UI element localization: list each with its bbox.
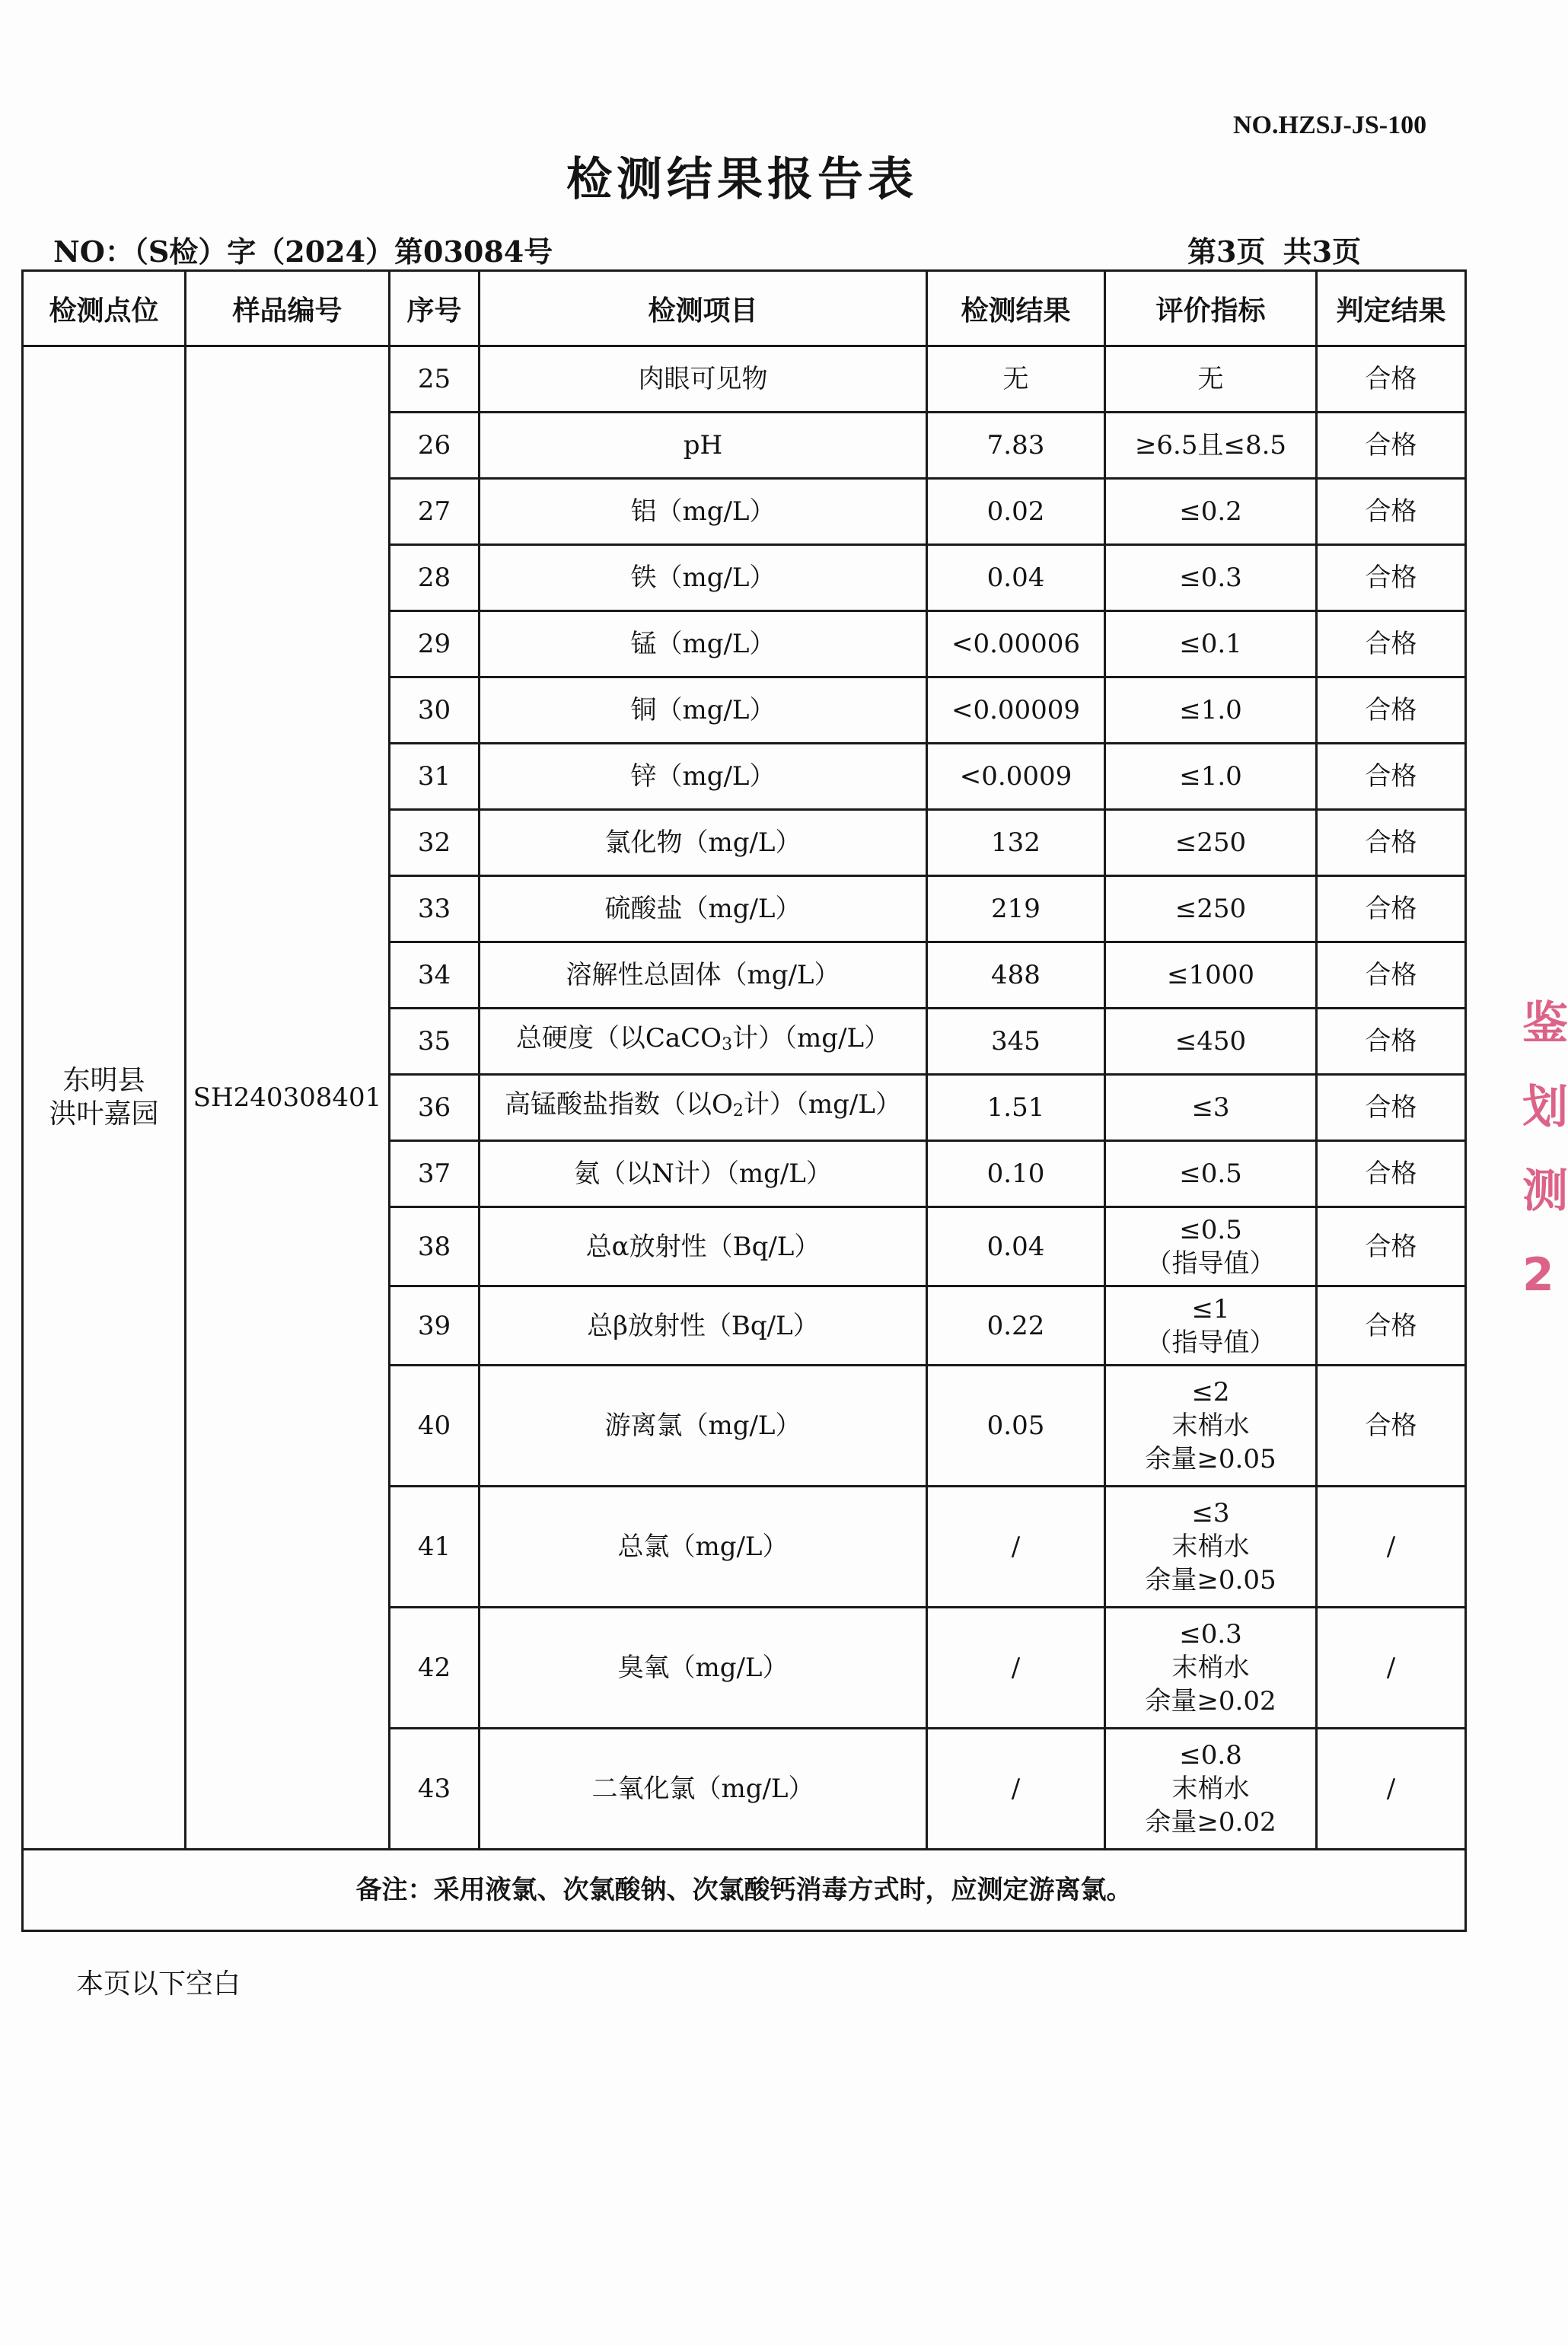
criteria-cell: ≤450 — [1105, 1009, 1317, 1075]
seq-cell: 36 — [390, 1075, 480, 1141]
criteria-cell — [1105, 1608, 1317, 1729]
criteria-cell: 无 — [1105, 346, 1317, 413]
seq-cell: 27 — [390, 479, 480, 545]
sample-no-cell: SH240308401 — [186, 346, 390, 1850]
criteria-cell: ≤250 — [1105, 810, 1317, 876]
verdict-cell: 合格 — [1317, 677, 1466, 744]
criteria-line: 末梢水 — [1171, 1410, 1250, 1441]
table-row — [23, 346, 1466, 413]
verdict-cell: / — [1317, 1608, 1466, 1729]
table-header-row — [23, 271, 1466, 346]
result-cell: / — [927, 1487, 1105, 1608]
result-cell: 0.10 — [927, 1141, 1105, 1207]
item-cell: 总α放射性（Bq/L） — [480, 1207, 927, 1286]
seq-cell: 31 — [390, 744, 480, 810]
result-cell: 无 — [927, 346, 1105, 413]
stamp-char: 测 — [1522, 1165, 1568, 1218]
criteria-line: ≤3 — [1191, 1498, 1230, 1528]
result-cell: 219 — [927, 876, 1105, 942]
criteria-line: 余量≥0.05 — [1145, 1444, 1276, 1474]
verdict-cell: 合格 — [1317, 413, 1466, 479]
item-text: 总硬度（以CaCO — [515, 1022, 722, 1053]
item-cell: 锰（mg/L） — [480, 611, 927, 677]
result-cell: 0.22 — [927, 1286, 1105, 1366]
criteria-cell: ≤0.1 — [1105, 611, 1317, 677]
result-cell: 0.04 — [927, 1207, 1105, 1286]
item-cell — [480, 1009, 927, 1075]
result-cell: 0.05 — [927, 1366, 1105, 1487]
page-info: 第3页 共3页 — [1187, 234, 1362, 269]
stamp-char: 2 — [1522, 1248, 1554, 1302]
criteria-line: 末梢水 — [1171, 1532, 1250, 1562]
item-cell: 硫酸盐（mg/L） — [480, 876, 927, 942]
criteria-line: ≤2 — [1191, 1377, 1230, 1407]
item-cell: 游离氯（mg/L） — [480, 1366, 927, 1487]
header-sample-no: 样品编号 — [186, 271, 390, 346]
verdict-cell: 合格 — [1317, 1207, 1466, 1286]
verdict-cell: 合格 — [1317, 876, 1466, 942]
item-cell: pH — [480, 413, 927, 479]
header-item: 检测项目 — [480, 271, 927, 346]
item-cell — [480, 1075, 927, 1141]
criteria-cell: ≤3 — [1105, 1075, 1317, 1141]
criteria-cell: ≤1.0 — [1105, 744, 1317, 810]
item-text: 计）（mg/L） — [732, 1022, 891, 1053]
item-cell: 溶解性总固体（mg/L） — [480, 942, 927, 1009]
seq-cell: 41 — [390, 1487, 480, 1608]
header-seq: 序号 — [390, 271, 480, 346]
criteria-line: ≤0.8 — [1179, 1740, 1242, 1771]
partial-seal-stamp — [1522, 982, 1568, 1340]
result-cell: <0.0009 — [927, 744, 1105, 810]
header-result: 检测结果 — [927, 271, 1105, 346]
criteria-cell: ≤0.3 — [1105, 545, 1317, 611]
verdict-cell: 合格 — [1317, 1009, 1466, 1075]
item-subscript: 2 — [732, 1101, 744, 1120]
item-cell: 臭氧（mg/L） — [480, 1608, 927, 1729]
seq-cell: 32 — [390, 810, 480, 876]
result-cell: <0.00006 — [927, 611, 1105, 677]
stamp-char: 划 — [1522, 1081, 1568, 1134]
note-cell: 备注：采用液氯、次氯酸钠、次氯酸钙消毒方式时，应测定游离氯。 — [23, 1850, 1466, 1931]
criteria-line: 末梢水 — [1171, 1774, 1250, 1804]
seq-cell: 37 — [390, 1141, 480, 1207]
item-cell: 总β放射性（Bq/L） — [480, 1286, 927, 1366]
seq-cell: 42 — [390, 1608, 480, 1729]
seq-cell: 39 — [390, 1286, 480, 1366]
criteria-line: （指导值） — [1146, 1248, 1276, 1279]
criteria-cell — [1105, 1207, 1317, 1286]
seq-cell: 30 — [390, 677, 480, 744]
verdict-cell: 合格 — [1317, 810, 1466, 876]
blank-page-note: 本页以下空白 — [76, 1968, 241, 2000]
criteria-cell — [1105, 1487, 1317, 1608]
seq-cell: 25 — [390, 346, 480, 413]
seq-cell: 38 — [390, 1207, 480, 1286]
verdict-cell: / — [1317, 1729, 1466, 1850]
seq-cell: 28 — [390, 545, 480, 611]
criteria-cell: ≤1000 — [1105, 942, 1317, 1009]
item-cell: 总氯（mg/L） — [480, 1487, 927, 1608]
verdict-cell: / — [1317, 1487, 1466, 1608]
seq-cell: 35 — [390, 1009, 480, 1075]
item-text: 计）（mg/L） — [743, 1089, 901, 1120]
item-subscript: 3 — [722, 1034, 733, 1054]
criteria-line: ≤0.3 — [1179, 1619, 1242, 1650]
seq-cell: 34 — [390, 942, 480, 1009]
verdict-cell: 合格 — [1317, 611, 1466, 677]
results-table — [21, 269, 1467, 1932]
criteria-line: ≤0.5 — [1179, 1214, 1242, 1245]
criteria-cell — [1105, 1366, 1317, 1487]
item-cell: 氯化物（mg/L） — [480, 810, 927, 876]
criteria-line: 余量≥0.05 — [1145, 1565, 1276, 1595]
result-cell: 132 — [927, 810, 1105, 876]
verdict-cell: 合格 — [1317, 545, 1466, 611]
criteria-line: ≤1 — [1191, 1293, 1230, 1324]
result-cell: 7.83 — [927, 413, 1105, 479]
criteria-cell: ≤0.2 — [1105, 479, 1317, 545]
report-number: NO：（S检）字（2024）第03084号 — [53, 234, 553, 269]
result-cell: 0.04 — [927, 545, 1105, 611]
seq-cell: 29 — [390, 611, 480, 677]
result-cell: 0.02 — [927, 479, 1105, 545]
item-cell: 铜（mg/L） — [480, 677, 927, 744]
location-cell — [23, 346, 186, 1850]
criteria-cell — [1105, 1729, 1317, 1850]
criteria-cell — [1105, 1286, 1317, 1366]
criteria-line: 余量≥0.02 — [1145, 1686, 1276, 1716]
result-cell: / — [927, 1608, 1105, 1729]
item-cell: 锌（mg/L） — [480, 744, 927, 810]
criteria-line: 余量≥0.02 — [1145, 1807, 1276, 1838]
result-cell: 1.51 — [927, 1075, 1105, 1141]
header-criteria: 评价指标 — [1105, 271, 1317, 346]
verdict-cell: 合格 — [1317, 744, 1466, 810]
item-cell: 肉眼可见物 — [480, 346, 927, 413]
seq-cell: 43 — [390, 1729, 480, 1850]
seq-cell: 33 — [390, 876, 480, 942]
item-cell: 二氧化氯（mg/L） — [480, 1729, 927, 1850]
result-cell: 345 — [927, 1009, 1105, 1075]
criteria-cell: ≤1.0 — [1105, 677, 1317, 744]
seq-cell: 26 — [390, 413, 480, 479]
verdict-cell: 合格 — [1317, 479, 1466, 545]
item-cell: 铁（mg/L） — [480, 545, 927, 611]
verdict-cell: 合格 — [1317, 1366, 1466, 1487]
header-location: 检测点位 — [23, 271, 186, 346]
verdict-cell: 合格 — [1317, 1075, 1466, 1141]
verdict-cell: 合格 — [1317, 1286, 1466, 1366]
criteria-cell: ≤250 — [1105, 876, 1317, 942]
location-line: 洪叶嘉园 — [49, 1098, 159, 1130]
verdict-cell: 合格 — [1317, 942, 1466, 1009]
criteria-cell: ≥6.5且≤8.5 — [1105, 413, 1317, 479]
form-number: NO.HZSJ-JS-100 — [1233, 111, 1427, 139]
header-verdict: 判定结果 — [1317, 271, 1466, 346]
note-row — [23, 1850, 1466, 1931]
verdict-cell: 合格 — [1317, 1141, 1466, 1207]
verdict-cell: 合格 — [1317, 346, 1466, 413]
page-title: 检测结果报告表 — [566, 153, 918, 206]
criteria-cell: ≤0.5 — [1105, 1141, 1317, 1207]
stamp-char: 鉴 — [1522, 997, 1568, 1050]
criteria-line: （指导值） — [1146, 1327, 1276, 1358]
criteria-line: 末梢水 — [1171, 1653, 1250, 1683]
seq-cell: 40 — [390, 1366, 480, 1487]
item-cell: 氨（以N计）（mg/L） — [480, 1141, 927, 1207]
result-cell: 488 — [927, 942, 1105, 1009]
item-text: 高锰酸盐指数（以O — [505, 1089, 733, 1120]
item-cell: 铝（mg/L） — [480, 479, 927, 545]
result-cell: <0.00009 — [927, 677, 1105, 744]
result-cell: / — [927, 1729, 1105, 1850]
location-line: 东明县 — [62, 1065, 145, 1096]
